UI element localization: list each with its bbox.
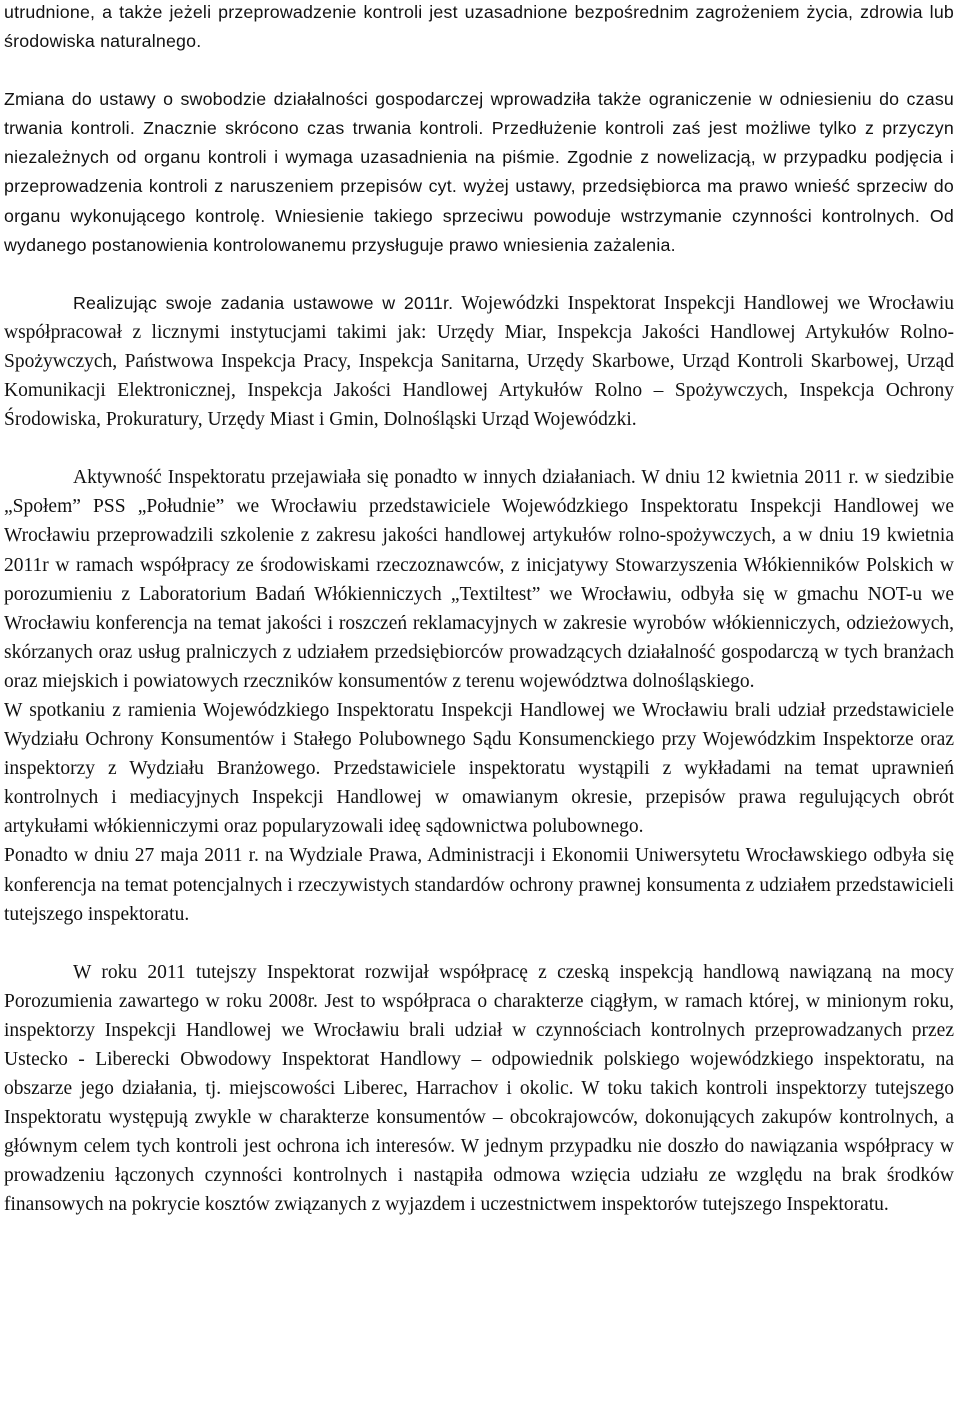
meeting-paragraph: W spotkaniu z ramienia Wojewódzkiego Inspektoratu Inspekcji Handlowej we Wrocławiu brali udział przedstawiciele Wydziału Ochrony Konsumentów i Stałego Polubownego Sądu Konsumenckiego przy Wojewódzkim Inspektorze oraz inspektorzy z Wydziału Branżowego. Przedstawiciele inspektoratu wystąpili z wykładami na temat uprawnień kontrolnych i mediacyjnych Inspekcji Handlowej w omawianym okresie, przepisów prawa regulujących obrót artykułami włókienniczymi oraz popularyzowali ideę sądownictwa polubownego. [4,699,954,838]
cooperation-body: Wojewódzki Inspektorat Inspekcji Handlowej we Wrocławiu współpracował z licznymi instytucjami takimi jak: Urzędy Miar, Inspekcja Jakości Handlowej Artykułów Rolno-Spożywczych, Państwowa Inspekcja Pracy, Inspekcja Sanitarna, Urzędy Skarbowe, Urząd Kontroli Skarbowej, Urząd Komunikacji Elektronicznej, Inspekcja Jakości Handlowej Artykułów Rolno – Spożywczych, Inspekcja Ochrony Środowiska, Prokuratury, Urzędy Miast i Gmin, Dolnośląski Urząd Wojewódzki. [4,292,955,431]
amendment-paragraph: Zmiana do ustawy o swobodzie działalności gospodarczej wprowadziła także ograniczenie w odniesieniu do czasu trwania kontroli. Znacznie skrócono czas trwania kontroli. Przedłużenie kontroli zaś jest możliwe tylko z przyczyn niezależnych od organu kontroli i wymaga uzasadnienia na piśmie. Zgodnie z nowelizacją, w przypadku podjęcia i przeprowadzenia kontroli z naruszeniem przepisów cyt. wyżej ustawy, przedsiębiorca ma prawo wnieść sprzeciw do organu wykonującego kontrolę. Wniesienie takiego sprzeciwu powoduje wstrzymanie czynności kontrolnych. Od wydanego postanowienia kontrolowanemu przysługuje prawo wniesienia zażalenia. [4,89,954,255]
cooperation-lead: Realizując swoje zadania ustawowe w 2011r. [73,292,454,313]
conference-paragraph: Ponadto w dniu 27 maja 2011 r. na Wydziale Prawa, Administracji i Ekonomii Uniwersytetu Wrocławskiego odbyła się konferencja na temat potencjalnych i rzeczywistych standardów ochrony prawnej konsumenta z udziałem przedstawicieli tutejszego inspektoratu. [4,845,954,925]
intro-paragraph: utrudnione, a także jeżeli przeprowadzenie kontroli jest uzasadnione bezpośrednim zagrożeniem życia, zdrowia lub środowiska naturalnego. [4,2,954,52]
activity-paragraph: Aktywność Inspektoratu przejawiała się ponadto w innych działaniach. W dniu 12 kwietnia 2011 r. w siedzibie „Społem” PSS „Południe” we Wrocławiu przedstawiciele Wojewódzkiego Inspektoratu Inspekcji Handlowej we Wrocławiu przeprowadzili szkolenie z zakresu jakości handlowej artykułów rolno-spożywczych, a w dniu 19 kwietnia 2011r w ramach współpracy ze środowiskami rzeczoznawców, z inicjatywy Stowarzyszenia Włókienników Polskich w porozumieniu z Laboratorium Badań Włókienniczych „Textiltest” we Wrocławiu, odbyła się w gmachu NOT-u we Wrocławiu konferencja na temat jakości i roszczeń reklamacyjnych w zakresie wyrobów włókienniczych, odzieżowych, skórzanych oraz usług pralniczych z udziałem przedsiębiorców prowadzących działalność gospodarczą w tych branżach oraz miejskich i powiatowych rzeczników konsumentów z terenu województwa dolnośląskiego. [4,467,954,692]
cooperation-paragraph [4,289,954,434]
czech-cooperation-paragraph: W roku 2011 tutejszy Inspektorat rozwijał współpracę z czeską inspekcją handlową nawiązaną na mocy Porozumienia zawartego w roku 2008r. Jest to współpraca o charakterze ciągłym, w ramach której, w minionym roku, inspektorzy Inspekcji Handlowej we Wrocławiu brali udział w czynnościach kontrolnych przeprowadzanych przez Ustecko - Liberecki Obwodowy Inspektorat Handlowy – odpowiednik polskiego wojewódzkiego inspektoratu, na obszarze jego działania, tj. miejscowości Liberec, Harrachov i okolic. W toku takich kontroli inspektorzy tutejszego Inspektoratu występują zwykle w charakterze konsumentów – obcokrajowców, dokonujących zakupów kontrolnych, a głównym celem tych kontroli jest ochrona ich interesów. W jednym przypadku nie doszło do nawiązania współpracy w prowadzeniu łączonych czynności kontrolnych i nastąpiła odmowa wzięcia udziału ze względu na brak środków finansowych na pokrycie kosztów związanych z wyjazdem i uczestnictwem inspektorów tutejszego Inspektoratu. [4,961,954,1216]
